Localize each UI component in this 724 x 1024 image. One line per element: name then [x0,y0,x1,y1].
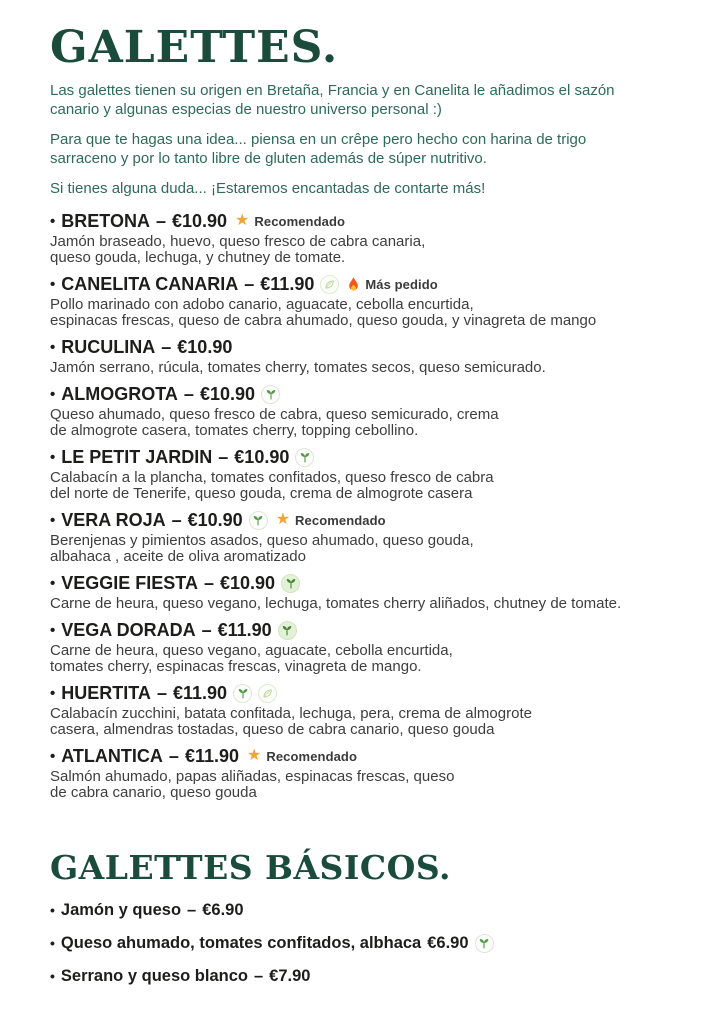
menu-item-vega-dorada [50,620,680,675]
star-icon: ★ [275,511,291,528]
bullet: • [50,574,56,592]
menu-item-name: Serrano y queso blanco [60,967,248,986]
menu-item-name: ATLANTICA [61,745,163,766]
dash: – [161,336,172,357]
menu-item-name: VERA ROJA [61,509,166,530]
menu-item-price: €10.90 [219,572,276,593]
menu-item-price: €10.90 [177,336,233,357]
sprout-icon [249,511,268,530]
menu-item-name: VEGA DORADA [61,619,196,640]
menu-item-description: Salmón ahumado, papas aliñadas, espinacas frescas, queso de cabra canario, queso gouda [50,767,455,801]
bullet: • [50,902,55,919]
menu-item-title [50,573,680,594]
menu-item-price: €10.90 [187,509,243,530]
dash: – [183,383,194,404]
bullet: • [50,385,56,403]
sprout-icon [261,385,280,404]
menu-item-price: €11.90 [172,682,228,703]
menu-item-title [50,683,680,704]
menu-item-almogrota [50,384,680,439]
menu-item-bretona [50,211,680,266]
menu-item-name: LE PETIT JARDIN [61,446,213,467]
bullet: • [50,511,56,529]
menu-item-name: BRETONA [61,210,150,231]
star-icon: ★ [235,212,250,229]
menu-item-title [50,211,680,232]
galettes-list [50,211,680,801]
sprout-icon [295,448,314,467]
dash: – [168,745,179,766]
vegan-sprout-icon [281,574,300,593]
menu-item-price: €10.90 [199,383,255,404]
dash: – [156,682,167,703]
menu-item-description: Pollo marinado con adobo canario, aguacate, cebolla encurtida, espinacas frescas, queso de cabra ahumado, queso gouda, y vinagreta de mango [50,295,597,329]
menu-item-description: Jamón braseado, huevo, queso fresco de cabra canaria, queso gouda, lechuga, y chutney de tomate. [50,232,426,266]
intro-section [50,82,680,199]
menu-item-title [50,337,680,358]
menu-item-name: Jamón y queso [60,901,182,920]
menu-item-le-petit-jardin [50,447,680,502]
menu-item-name: HUERTITA [61,682,151,703]
menu-item-title [50,746,680,767]
menu-item-name: RUCULINA [61,336,156,357]
basic-item-queso-ahumado [50,933,680,953]
menu-item-description: Calabacín a la plancha, tomates confitados, queso fresco de cabra del norte de Tenerife, queso gouda, crema de almogrote casera [50,468,494,502]
menu-item-price: €10.90 [234,446,290,467]
bullet: • [50,212,56,230]
menu-item-description: Berenjenas y pimientos asados, queso ahumado, queso gouda, albahaca , aceite de oliva aromatizado [50,531,474,565]
bullet: • [50,338,56,356]
menu-item-price: €6.90 [202,901,244,920]
intro-paragraph: Para que te hagas una idea... piensa en un crêpe pero hecho con harina de trigo sarraceno y por lo tanto libre de gluten además de súper nutritivo. [50,131,587,167]
menu-item-name: ALMOGROTA [61,383,178,404]
page-title: GALETTES. [50,22,339,73]
leaf-outline-icon [320,275,339,294]
intro-paragraph: Si tienes alguna duda... ¡Estaremos encantadas de contarte más! [50,180,486,197]
most-ordered-tag [347,274,438,295]
menu-item-canelita-canaria [50,274,680,329]
star-icon: ★ [247,747,262,764]
menu-item-atlantica [50,746,680,801]
recommended-tag [247,746,357,767]
menu-item-price: €10.90 [171,210,228,231]
menu-item-name: VEGGIE FIESTA [61,572,198,593]
basic-item-serrano [50,966,680,986]
bullet: • [50,935,55,952]
tag-label: Más pedido [365,276,438,292]
vegan-sprout-icon [278,621,297,640]
menu-item-description: Calabacín zucchini, batata confitada, lechuga, pera, crema de almogrote casera, almendras tostadas, queso de cabra canario, queso gouda [50,704,532,738]
recommended-tag [235,211,345,232]
menu-item-description: Jamón serrano, rúcula, tomates cherry, tomates secos, queso semicurado. [50,358,546,376]
dash: – [244,273,255,294]
sprout-icon [475,934,494,953]
bullet: • [50,684,56,702]
menu-item-name: CANELITA CANARIA [61,273,239,294]
menu-item-title [50,274,680,295]
intro-paragraph: Las galettes tienen su origen en Bretaña, Francia y en Canelita le añadimos el sazón canario y algunas especias de nuestro universo personal :) [50,82,615,118]
bullet: • [50,448,56,466]
dash: – [187,901,197,920]
dash: – [253,967,264,986]
menu-item-ruculina [50,337,680,376]
tag-label: Recomendado [295,512,386,528]
menu-item-description: Carne de heura, queso vegano, aguacate, cebolla encurtida, tomates cherry, espinacas frescas, vinagreta de mango. [50,641,453,675]
menu-item-veggie-fiesta [50,573,680,612]
leaf-outline-icon [258,684,277,703]
bullet: • [50,747,56,765]
menu-item-vera-roja [50,510,680,565]
basicos-list [50,900,680,986]
dash: – [171,509,182,530]
dash: – [218,446,229,467]
dash: – [155,210,166,231]
menu-item-price: €7.90 [269,967,311,986]
menu-item-title [50,447,680,468]
bullet: • [50,275,56,293]
flame-icon [347,276,360,292]
dash: – [203,572,214,593]
menu-item-price: €6.90 [427,934,469,953]
tag-label: Recomendado [266,748,358,764]
basic-item-jamon-y-queso [50,900,680,920]
menu-item-title [50,510,680,531]
bullet: • [50,968,55,985]
menu-item-name: Queso ahumado, tomates confitados, albhaca [60,934,422,953]
basicos-section-title: GALETTES BÁSICOS. [50,847,451,887]
menu-item-title [50,384,680,405]
tag-label: Recomendado [254,213,346,229]
menu-item-price: €11.90 [184,745,239,766]
dash: – [201,619,212,640]
menu-item-title [50,620,680,641]
menu-item-description: Queso ahumado, queso fresco de cabra, queso semicurado, crema de almogrote casera, tomates cherry, topping cebollino. [50,405,499,439]
menu-item-description: Carne de heura, queso vegano, lechuga, tomates cherry aliñados, chutney de tomate. [50,594,622,612]
menu-item-price: €11.90 [217,619,272,640]
menu-item-huertita [50,683,680,738]
menu-item-price: €11.90 [260,273,315,294]
bullet: • [50,621,56,639]
sprout-icon [233,684,252,703]
recommended-tag [276,510,386,531]
